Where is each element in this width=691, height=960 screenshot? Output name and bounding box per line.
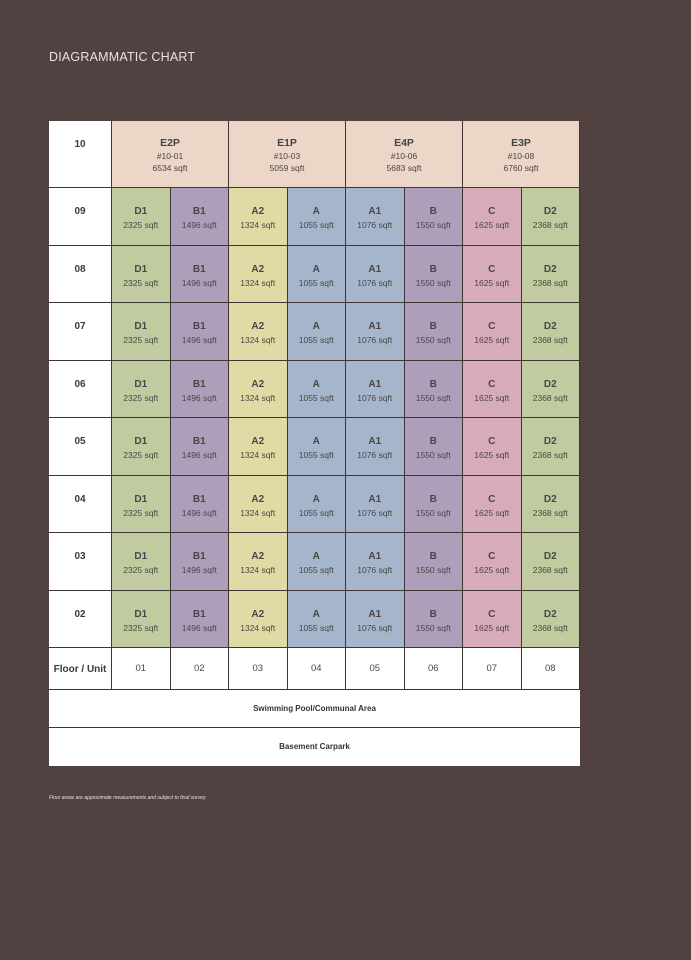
unit-type-label: D2 bbox=[543, 263, 557, 275]
unit-cell[interactable] bbox=[171, 361, 230, 419]
unit-cell[interactable] bbox=[171, 246, 230, 304]
unit-type-label: B1 bbox=[192, 206, 206, 217]
unit-area-label: 1625 sqft bbox=[474, 507, 510, 518]
unit-cell[interactable] bbox=[405, 361, 464, 419]
unit-area-label: 1625 sqft bbox=[474, 220, 510, 230]
floor-number: 05 bbox=[74, 436, 86, 447]
unit-cell[interactable] bbox=[288, 246, 347, 304]
unit-cell[interactable] bbox=[288, 591, 347, 649]
unit-cell[interactable] bbox=[229, 188, 288, 246]
unit-type-label: C bbox=[488, 378, 496, 390]
unit-area-label: 1496 sqft bbox=[181, 622, 217, 633]
unit-cell[interactable] bbox=[112, 591, 171, 649]
unit-cell[interactable] bbox=[171, 418, 230, 476]
unit-type-label: D2 bbox=[543, 608, 557, 620]
unit-area-label: 1324 sqft bbox=[240, 622, 276, 633]
unit-number-header bbox=[288, 648, 347, 690]
unit-cell[interactable] bbox=[112, 361, 171, 419]
unit-cell[interactable] bbox=[229, 533, 288, 591]
unit-number-label: #10-01 bbox=[156, 151, 184, 161]
unit-cell[interactable] bbox=[112, 188, 171, 246]
unit-type-label: A bbox=[312, 608, 320, 620]
unit-area-label: 1076 sqft bbox=[357, 392, 393, 403]
unit-area-label: 1055 sqft bbox=[298, 277, 334, 288]
unit-area-label: 1076 sqft bbox=[357, 507, 393, 518]
unit-area-label: 1055 sqft bbox=[298, 450, 334, 460]
unit-area-label: 1496 sqft bbox=[181, 277, 217, 288]
unit-cell[interactable] bbox=[112, 418, 171, 476]
unit-type-label: A1 bbox=[368, 551, 382, 562]
unit-type-label: B1 bbox=[192, 436, 206, 447]
unit-number: 07 bbox=[486, 663, 498, 674]
unit-type-label: D2 bbox=[543, 551, 557, 562]
unit-cell[interactable] bbox=[463, 188, 522, 246]
unit-cell[interactable] bbox=[346, 591, 405, 649]
unit-type-label: D2 bbox=[543, 321, 557, 332]
unit-area-label: 2368 sqft bbox=[532, 220, 568, 230]
unit-cell[interactable] bbox=[463, 476, 522, 534]
unit-area-label: 2368 sqft bbox=[532, 450, 568, 460]
floor-number: 07 bbox=[74, 321, 86, 332]
unit-cell[interactable] bbox=[522, 361, 581, 419]
unit-number-header bbox=[522, 648, 581, 690]
unit-area-label: 2368 sqft bbox=[532, 622, 568, 633]
unit-area-label: 2368 sqft bbox=[532, 565, 568, 575]
unit-cell[interactable] bbox=[405, 591, 464, 649]
unit-type-label: D2 bbox=[543, 378, 557, 390]
unit-area-label: 1625 sqft bbox=[474, 277, 510, 288]
unit-area-label: 1550 sqft bbox=[415, 507, 451, 518]
unit-area-label: 1324 sqft bbox=[240, 335, 276, 345]
unit-type-label: C bbox=[488, 206, 496, 217]
penthouse-unit[interactable] bbox=[112, 121, 229, 188]
footnote: Floor areas are approximate measurements and subject to final survey. bbox=[49, 795, 207, 801]
unit-cell[interactable] bbox=[463, 246, 522, 304]
unit-type-label: A bbox=[312, 206, 320, 217]
unit-number-header bbox=[463, 648, 522, 690]
unit-area-label: 1076 sqft bbox=[357, 220, 393, 230]
unit-type-label: C bbox=[488, 608, 496, 620]
unit-cell[interactable] bbox=[346, 533, 405, 591]
unit-area-label: 1055 sqft bbox=[298, 565, 334, 575]
penthouse-unit[interactable] bbox=[346, 121, 463, 188]
unit-cell[interactable] bbox=[522, 533, 581, 591]
unit-type-label: A2 bbox=[251, 608, 265, 620]
unit-area-label: 1550 sqft bbox=[415, 220, 451, 230]
unit-type-label: A1 bbox=[368, 608, 382, 620]
unit-type-label: D1 bbox=[134, 378, 148, 390]
unit-number-header bbox=[346, 648, 405, 690]
unit-cell[interactable] bbox=[229, 246, 288, 304]
unit-type-label: C bbox=[488, 493, 496, 505]
unit-type-label: D1 bbox=[134, 493, 148, 505]
unit-type-label: E4P bbox=[394, 137, 414, 149]
floor-number: 10 bbox=[74, 139, 86, 150]
floor-label bbox=[49, 418, 112, 476]
unit-cell[interactable] bbox=[346, 188, 405, 246]
unit-area-label: 1496 sqft bbox=[181, 507, 217, 518]
floor-number: 04 bbox=[74, 493, 86, 505]
unit-cell[interactable] bbox=[522, 476, 581, 534]
unit-cell[interactable] bbox=[288, 361, 347, 419]
unit-type-label: A1 bbox=[368, 493, 382, 505]
unit-area-label: 1550 sqft bbox=[415, 277, 451, 288]
unit-area-label: 1055 sqft bbox=[298, 220, 334, 230]
unit-area-label: 1496 sqft bbox=[181, 392, 217, 403]
unit-type-label: A2 bbox=[251, 321, 265, 332]
floor-label bbox=[49, 246, 112, 304]
unit-area-label: 1496 sqft bbox=[181, 450, 217, 460]
unit-type-label: B bbox=[429, 551, 437, 562]
penthouse-unit[interactable] bbox=[463, 121, 580, 188]
unit-type-label: B1 bbox=[192, 378, 206, 390]
unit-area-label: 1324 sqft bbox=[240, 450, 276, 460]
floor-number: 09 bbox=[74, 206, 86, 217]
diagrammatic-chart bbox=[49, 121, 580, 766]
unit-type-label: C bbox=[488, 436, 496, 447]
unit-area-label: 2325 sqft bbox=[123, 335, 159, 345]
unit-area-label: 1625 sqft bbox=[474, 392, 510, 403]
unit-area-label: 1055 sqft bbox=[298, 622, 334, 633]
unit-type-label: C bbox=[488, 551, 496, 562]
floor-label bbox=[49, 591, 112, 649]
unit-cell[interactable] bbox=[463, 533, 522, 591]
unit-cell[interactable] bbox=[346, 303, 405, 361]
unit-cell[interactable] bbox=[288, 533, 347, 591]
unit-number-header bbox=[112, 648, 171, 690]
unit-cell[interactable] bbox=[346, 476, 405, 534]
unit-area-label: 1076 sqft bbox=[357, 335, 393, 345]
unit-area-label: 1324 sqft bbox=[240, 220, 276, 230]
unit-area-label: 2325 sqft bbox=[123, 450, 159, 460]
unit-cell[interactable] bbox=[346, 418, 405, 476]
unit-type-label: D1 bbox=[134, 321, 148, 332]
unit-cell[interactable] bbox=[112, 246, 171, 304]
unit-type-label: A1 bbox=[368, 321, 382, 332]
unit-type-label: A2 bbox=[251, 493, 265, 505]
unit-type-label: A1 bbox=[368, 378, 382, 390]
unit-cell[interactable] bbox=[288, 476, 347, 534]
unit-cell[interactable] bbox=[463, 418, 522, 476]
unit-cell[interactable] bbox=[463, 303, 522, 361]
unit-type-label: D2 bbox=[543, 493, 557, 505]
unit-type-label: E2P bbox=[160, 137, 180, 149]
penthouse-unit[interactable] bbox=[229, 121, 346, 188]
unit-number-label: #10-03 bbox=[273, 151, 301, 161]
unit-type-label: C bbox=[488, 263, 496, 275]
unit-number: 08 bbox=[544, 663, 556, 674]
unit-area-label: 2325 sqft bbox=[123, 622, 159, 633]
unit-number-header bbox=[405, 648, 464, 690]
unit-cell[interactable] bbox=[288, 188, 347, 246]
unit-area-label: 2325 sqft bbox=[123, 220, 159, 230]
unit-type-label: D1 bbox=[134, 263, 148, 275]
unit-type-label: A bbox=[312, 551, 320, 562]
unit-type-label: B bbox=[429, 321, 437, 332]
unit-type-label: A2 bbox=[251, 206, 265, 217]
unit-area-label: 1625 sqft bbox=[474, 622, 510, 633]
unit-area-label: 1550 sqft bbox=[415, 392, 451, 403]
unit-cell[interactable] bbox=[522, 591, 581, 649]
unit-area-label: 2325 sqft bbox=[123, 392, 159, 403]
unit-type-label: E1P bbox=[277, 137, 297, 149]
unit-cell[interactable] bbox=[229, 476, 288, 534]
floor-label bbox=[49, 361, 112, 419]
unit-type-label: D2 bbox=[543, 206, 557, 217]
floor-unit-label: Floor / Unit bbox=[53, 664, 107, 675]
unit-cell[interactable] bbox=[288, 303, 347, 361]
floor-number: 03 bbox=[74, 551, 86, 562]
unit-area-label: 1076 sqft bbox=[357, 277, 393, 288]
unit-area-label: 1055 sqft bbox=[298, 392, 334, 403]
unit-number-header bbox=[171, 648, 230, 690]
floor-label bbox=[49, 121, 112, 188]
unit-area-label: 2325 sqft bbox=[123, 507, 159, 518]
unit-cell[interactable] bbox=[522, 418, 581, 476]
unit-area-label: 1324 sqft bbox=[240, 277, 276, 288]
unit-area-label: 1324 sqft bbox=[240, 507, 276, 518]
floor-label bbox=[49, 188, 112, 246]
unit-area-label: 2368 sqft bbox=[532, 335, 568, 345]
unit-cell[interactable] bbox=[112, 303, 171, 361]
unit-cell[interactable] bbox=[112, 533, 171, 591]
floor-number: 08 bbox=[74, 263, 86, 275]
unit-type-label: A2 bbox=[251, 436, 265, 447]
unit-number-label: #10-08 bbox=[507, 151, 535, 161]
unit-type-label: B bbox=[429, 263, 437, 275]
unit-area-label: 6534 sqft bbox=[152, 163, 188, 173]
unit-area-label: 1625 sqft bbox=[474, 335, 510, 345]
unit-type-label: B bbox=[429, 493, 437, 505]
unit-area-label: 1055 sqft bbox=[298, 335, 334, 345]
unit-type-label: B1 bbox=[192, 263, 206, 275]
unit-cell[interactable] bbox=[405, 188, 464, 246]
unit-type-label: A bbox=[312, 321, 320, 332]
unit-area-label: 1550 sqft bbox=[415, 335, 451, 345]
unit-area-label: 1625 sqft bbox=[474, 565, 510, 575]
unit-type-label: B1 bbox=[192, 493, 206, 505]
unit-area-label: 6760 sqft bbox=[503, 163, 539, 173]
unit-type-label: A1 bbox=[368, 206, 382, 217]
floor-number: 06 bbox=[74, 378, 86, 390]
unit-type-label: B bbox=[429, 608, 437, 620]
unit-type-label: A bbox=[312, 263, 320, 275]
unit-cell[interactable] bbox=[522, 188, 581, 246]
unit-cell[interactable] bbox=[229, 361, 288, 419]
unit-cell[interactable] bbox=[522, 246, 581, 304]
unit-area-label: 2325 sqft bbox=[123, 277, 159, 288]
unit-area-label: 1550 sqft bbox=[415, 565, 451, 575]
unit-cell[interactable] bbox=[112, 476, 171, 534]
floor-unit-header bbox=[49, 648, 112, 690]
unit-number: 02 bbox=[193, 663, 205, 674]
page-title: DIAGRAMMATIC CHART bbox=[49, 50, 196, 64]
carpark-band: Basement Carpark bbox=[279, 741, 350, 751]
unit-type-label: A bbox=[312, 378, 320, 390]
unit-area-label: 2368 sqft bbox=[532, 507, 568, 518]
unit-type-label: C bbox=[488, 321, 496, 332]
unit-cell[interactable] bbox=[171, 188, 230, 246]
unit-type-label: A1 bbox=[368, 436, 382, 447]
unit-type-label: B bbox=[429, 378, 437, 390]
unit-type-label: D1 bbox=[134, 436, 148, 447]
unit-type-label: A1 bbox=[368, 263, 382, 275]
unit-area-label: 1324 sqft bbox=[240, 565, 276, 575]
unit-cell[interactable] bbox=[463, 361, 522, 419]
pool-band: Swimming Pool/Communal Area bbox=[49, 690, 580, 728]
unit-cell[interactable] bbox=[171, 476, 230, 534]
unit-type-label: A2 bbox=[251, 551, 265, 562]
unit-type-label: B bbox=[429, 206, 437, 217]
unit-cell[interactable] bbox=[171, 591, 230, 649]
unit-number-header bbox=[229, 648, 288, 690]
unit-type-label: D1 bbox=[134, 551, 148, 562]
unit-area-label: 1076 sqft bbox=[357, 565, 393, 575]
unit-area-label: 1496 sqft bbox=[181, 220, 217, 230]
unit-area-label: 1076 sqft bbox=[357, 622, 393, 633]
unit-type-label: A bbox=[312, 436, 320, 447]
unit-type-label: B1 bbox=[192, 608, 206, 620]
unit-cell[interactable] bbox=[405, 533, 464, 591]
unit-type-label: E3P bbox=[511, 137, 531, 149]
unit-number: 06 bbox=[427, 663, 439, 674]
unit-type-label: A2 bbox=[251, 378, 265, 390]
unit-area-label: 1324 sqft bbox=[240, 392, 276, 403]
unit-number: 04 bbox=[310, 663, 322, 674]
unit-area-label: 5059 sqft bbox=[269, 163, 305, 173]
unit-area-label: 1550 sqft bbox=[415, 450, 451, 460]
unit-type-label: B1 bbox=[192, 551, 206, 562]
unit-cell[interactable] bbox=[405, 246, 464, 304]
unit-cell[interactable] bbox=[346, 361, 405, 419]
unit-cell[interactable] bbox=[522, 303, 581, 361]
unit-cell[interactable] bbox=[229, 303, 288, 361]
unit-type-label: D1 bbox=[134, 608, 148, 620]
unit-cell[interactable] bbox=[229, 418, 288, 476]
unit-cell[interactable] bbox=[171, 303, 230, 361]
floor-label bbox=[49, 303, 112, 361]
unit-type-label: B bbox=[429, 436, 437, 447]
unit-area-label: 1496 sqft bbox=[181, 335, 217, 345]
unit-area-label: 2325 sqft bbox=[123, 565, 159, 575]
unit-area-label: 1550 sqft bbox=[415, 622, 451, 633]
unit-number-label: #10-06 bbox=[390, 151, 418, 161]
unit-cell[interactable] bbox=[405, 303, 464, 361]
unit-area-label: 1055 sqft bbox=[298, 507, 334, 518]
unit-type-label: A bbox=[312, 493, 320, 505]
unit-area-label: 1496 sqft bbox=[181, 565, 217, 575]
unit-area-label: 1076 sqft bbox=[357, 450, 393, 460]
unit-type-label: D1 bbox=[134, 206, 148, 217]
unit-type-label: B1 bbox=[192, 321, 206, 332]
unit-cell[interactable] bbox=[288, 418, 347, 476]
unit-area-label: 2368 sqft bbox=[532, 392, 568, 403]
unit-cell[interactable] bbox=[405, 418, 464, 476]
unit-cell[interactable] bbox=[405, 476, 464, 534]
unit-type-label: A2 bbox=[251, 263, 265, 275]
unit-area-label: 1625 sqft bbox=[474, 450, 510, 460]
floor-label bbox=[49, 533, 112, 591]
unit-number: 05 bbox=[369, 663, 381, 674]
unit-type-label: D2 bbox=[543, 436, 557, 447]
unit-area-label: 2368 sqft bbox=[532, 277, 568, 288]
unit-cell[interactable] bbox=[346, 246, 405, 304]
unit-area-label: 5683 sqft bbox=[386, 163, 422, 173]
unit-cell[interactable] bbox=[171, 533, 230, 591]
unit-number: 01 bbox=[135, 663, 147, 674]
unit-cell[interactable] bbox=[229, 591, 288, 649]
floor-label bbox=[49, 476, 112, 534]
unit-cell[interactable] bbox=[463, 591, 522, 649]
floor-number: 02 bbox=[74, 608, 86, 620]
unit-number: 03 bbox=[252, 663, 264, 674]
